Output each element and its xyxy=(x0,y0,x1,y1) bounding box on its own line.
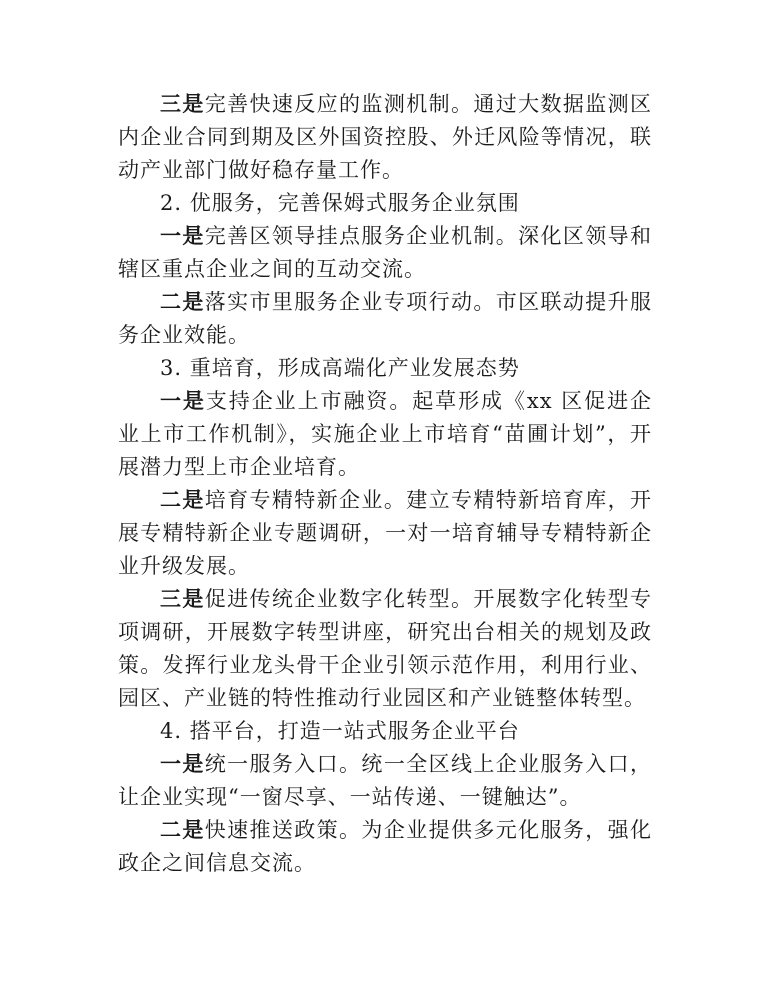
paragraph-monitoring-mechanism xyxy=(118,88,652,187)
paragraph-text: 培育专精特新企业。建立专精特新培育库，开展专精特新企业专题调研，一对一培育辅导专精特新企业升级发展。 xyxy=(118,488,653,578)
paragraph-text: 落实市里服务企业专项行动。市区联动提升服务企业效能。 xyxy=(118,290,653,347)
paragraph-listing-finance xyxy=(118,385,652,484)
paragraph-lead: 二是 xyxy=(160,818,205,842)
paragraph-text: 促进传统企业数字化转型。开展数字化转型专项调研，开展数字转型讲座，研究出台相关的规划及政策。发挥行业龙头骨干企业引领示范作用，利用行业、园区、产业链的特性推动行业园区和产业链整体转型。 xyxy=(118,587,653,710)
paragraph-lead: 二是 xyxy=(160,290,205,314)
paragraph-specialized-enterprises xyxy=(118,484,652,583)
paragraph-digital-transformation xyxy=(118,583,652,715)
paragraph-leader-service xyxy=(118,220,652,286)
paragraph-lead: 二是 xyxy=(160,488,205,512)
paragraph-text: 快速推送政策。为企业提供多元化服务，强化政企之间信息交流。 xyxy=(118,818,653,875)
paragraph-lead: 三是 xyxy=(160,587,205,611)
paragraph-policy-push xyxy=(118,814,652,880)
paragraph-lead: 一是 xyxy=(160,389,206,413)
section-heading-4: 4. 搭平台，打造一站式服务企业平台 xyxy=(160,719,520,743)
document-page xyxy=(118,88,652,880)
paragraph-text: 完善区领导挂点服务企业机制。深化区领导和辖区重点企业之间的互动交流。 xyxy=(118,224,653,281)
paragraph-lead: 三是 xyxy=(160,92,205,116)
section-heading-3: 3. 重培育，形成高端化产业发展态势 xyxy=(160,356,520,380)
paragraph-text: 支持企业上市融资。起草形成《xx 区促进企业上市工作机制》，实施企业上市培育“苗圃计划”，开展潜力型上市企业培育。 xyxy=(118,389,652,479)
paragraph-unified-entry xyxy=(118,748,652,814)
paragraph-text: 完善快速反应的监测机制。通过大数据监测区内企业合同到期及区外国资控股、外迁风险等情况，联动产业部门做好稳存量工作。 xyxy=(118,92,653,182)
paragraph-lead: 一是 xyxy=(160,752,205,776)
paragraph-lead: 一是 xyxy=(160,224,205,248)
paragraph-text: 统一服务入口。统一全区线上企业服务入口，让企业实现“一窗尽享、一站传递、一键触达”。 xyxy=(118,752,653,809)
section-heading-2: 2. 优服务，完善保姆式服务企业氛围 xyxy=(160,191,520,215)
paragraph-city-action xyxy=(118,286,652,352)
